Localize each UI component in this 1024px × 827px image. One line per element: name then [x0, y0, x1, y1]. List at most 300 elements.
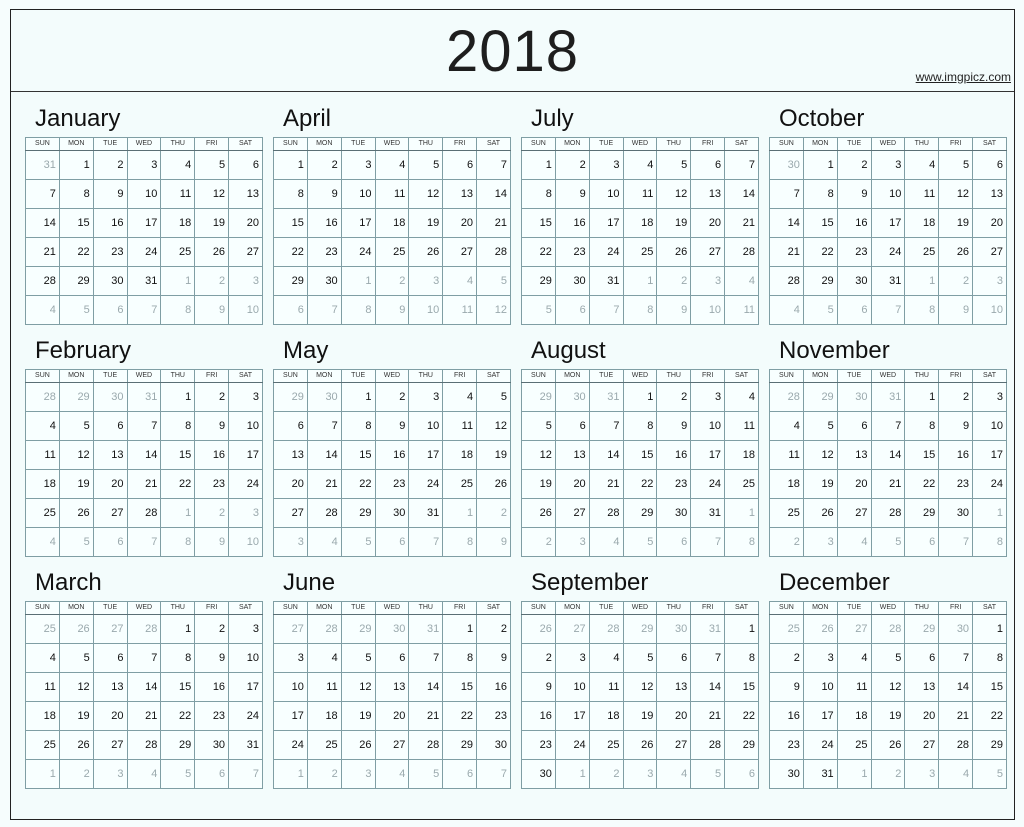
week-row: [274, 209, 511, 238]
day-cell: 28: [477, 238, 511, 267]
day-cell: 11: [770, 441, 804, 470]
adjacent-month-day-cell: 7: [127, 528, 161, 557]
adjacent-month-day-cell: 2: [939, 267, 973, 296]
adjacent-month-day-cell: 4: [443, 267, 477, 296]
day-cell: 11: [375, 180, 409, 209]
day-cell: 10: [341, 180, 375, 209]
day-cell: 23: [555, 238, 589, 267]
day-cell: 28: [589, 499, 623, 528]
day-cell: 13: [837, 441, 871, 470]
day-cell: 1: [161, 383, 195, 412]
month-name: June: [283, 569, 336, 596]
day-cell: 17: [229, 441, 263, 470]
adjacent-month-day-cell: 4: [26, 528, 60, 557]
adjacent-month-day-cell: 8: [443, 528, 477, 557]
day-cell: 26: [59, 731, 93, 760]
adjacent-month-day-cell: 28: [26, 383, 60, 412]
adjacent-month-day-cell: 4: [725, 267, 759, 296]
day-cell: 10: [973, 412, 1007, 441]
weekday-header: TUE: [93, 138, 127, 151]
weekday-header: WED: [871, 370, 905, 383]
day-cell: 9: [195, 412, 229, 441]
day-cell: 20: [93, 470, 127, 499]
day-cell: 16: [307, 209, 341, 238]
month-name: May: [283, 337, 329, 364]
adjacent-month-day-cell: 6: [375, 528, 409, 557]
day-cell: 22: [522, 238, 556, 267]
day-cell: 18: [725, 441, 759, 470]
day-cell: 30: [837, 267, 871, 296]
day-cell: 24: [409, 470, 443, 499]
adjacent-month-day-cell: 31: [127, 383, 161, 412]
day-cell: 2: [477, 615, 511, 644]
day-cell: 5: [803, 412, 837, 441]
adjacent-month-day-cell: 1: [341, 267, 375, 296]
day-cell: 15: [59, 209, 93, 238]
day-cell: 12: [623, 673, 657, 702]
day-cell: 12: [477, 412, 511, 441]
day-cell: 27: [93, 731, 127, 760]
adjacent-month-day-cell: 10: [229, 528, 263, 557]
adjacent-month-day-cell: 3: [973, 267, 1007, 296]
day-cell: 23: [522, 731, 556, 760]
day-cell: 3: [803, 644, 837, 673]
day-cell: 1: [973, 615, 1007, 644]
month-september: [521, 569, 759, 789]
day-cell: 5: [195, 151, 229, 180]
month-grid: [521, 369, 759, 557]
day-cell: 31: [589, 267, 623, 296]
weekday-header: WED: [375, 138, 409, 151]
adjacent-month-day-cell: 8: [725, 528, 759, 557]
day-cell: 21: [477, 209, 511, 238]
adjacent-month-day-cell: 26: [59, 615, 93, 644]
day-cell: 23: [477, 702, 511, 731]
day-cell: 17: [127, 209, 161, 238]
week-row: [26, 615, 263, 644]
adjacent-month-day-cell: 6: [555, 296, 589, 325]
week-row: [770, 209, 1007, 238]
day-cell: 27: [973, 238, 1007, 267]
month-april: [273, 105, 511, 325]
week-row: [26, 499, 263, 528]
day-cell: 17: [589, 209, 623, 238]
day-cell: 27: [657, 731, 691, 760]
adjacent-month-day-cell: 3: [623, 760, 657, 789]
week-row: [26, 412, 263, 441]
day-cell: 30: [555, 267, 589, 296]
weekday-header: SAT: [725, 370, 759, 383]
week-row: [770, 238, 1007, 267]
weekday-header: SUN: [274, 602, 308, 615]
day-cell: 19: [341, 702, 375, 731]
day-cell: 8: [623, 412, 657, 441]
adjacent-month-day-cell: 1: [973, 499, 1007, 528]
day-cell: 2: [939, 383, 973, 412]
day-cell: 11: [837, 673, 871, 702]
day-cell: 8: [59, 180, 93, 209]
adjacent-month-day-cell: 7: [477, 760, 511, 789]
adjacent-month-day-cell: 5: [477, 267, 511, 296]
weekday-header: SAT: [477, 138, 511, 151]
day-cell: 26: [939, 238, 973, 267]
day-cell: 2: [657, 383, 691, 412]
day-cell: 4: [905, 151, 939, 180]
adjacent-month-day-cell: 7: [939, 528, 973, 557]
day-cell: 15: [161, 441, 195, 470]
day-cell: 16: [657, 441, 691, 470]
day-cell: 3: [409, 383, 443, 412]
adjacent-month-day-cell: 6: [93, 528, 127, 557]
day-cell: 9: [307, 180, 341, 209]
day-cell: 16: [837, 209, 871, 238]
day-cell: 13: [691, 180, 725, 209]
day-cell: 7: [127, 644, 161, 673]
day-cell: 31: [229, 731, 263, 760]
weekday-header: MON: [803, 370, 837, 383]
day-cell: 23: [770, 731, 804, 760]
month-grid: [25, 601, 263, 789]
month-name: April: [283, 105, 332, 132]
day-cell: 3: [589, 151, 623, 180]
adjacent-month-day-cell: 1: [26, 760, 60, 789]
day-cell: 23: [93, 238, 127, 267]
weekday-header: WED: [871, 138, 905, 151]
adjacent-month-day-cell: 2: [770, 528, 804, 557]
month-name: September: [531, 569, 649, 596]
weekday-header: THU: [657, 370, 691, 383]
day-cell: 6: [274, 412, 308, 441]
month-february: [25, 337, 263, 557]
day-cell: 13: [93, 441, 127, 470]
day-cell: 10: [274, 673, 308, 702]
adjacent-month-day-cell: 27: [837, 615, 871, 644]
day-cell: 5: [59, 644, 93, 673]
adjacent-month-day-cell: 4: [375, 760, 409, 789]
day-cell: 5: [657, 151, 691, 180]
day-cell: 19: [477, 441, 511, 470]
week-row: [274, 412, 511, 441]
adjacent-month-day-cell: 1: [623, 267, 657, 296]
day-cell: 3: [127, 151, 161, 180]
day-cell: 9: [657, 412, 691, 441]
day-cell: 17: [341, 209, 375, 238]
month-name: August: [531, 337, 606, 364]
week-row: [522, 296, 759, 325]
day-cell: 7: [770, 180, 804, 209]
month-grid: [25, 369, 263, 557]
day-cell: 6: [555, 412, 589, 441]
week-row: [26, 441, 263, 470]
day-cell: 11: [725, 412, 759, 441]
day-cell: 19: [522, 470, 556, 499]
day-cell: 3: [341, 151, 375, 180]
adjacent-month-day-cell: 7: [409, 528, 443, 557]
day-cell: 21: [127, 470, 161, 499]
day-cell: 15: [623, 441, 657, 470]
adjacent-month-day-cell: 7: [691, 528, 725, 557]
week-row: [274, 470, 511, 499]
adjacent-month-day-cell: 8: [973, 528, 1007, 557]
day-cell: 19: [939, 209, 973, 238]
day-cell: 1: [725, 615, 759, 644]
day-cell: 22: [623, 470, 657, 499]
day-cell: 1: [274, 151, 308, 180]
week-row: [770, 470, 1007, 499]
day-cell: 29: [905, 499, 939, 528]
day-cell: 15: [274, 209, 308, 238]
adjacent-month-day-cell: 12: [477, 296, 511, 325]
week-row: [26, 296, 263, 325]
adjacent-month-day-cell: 9: [477, 528, 511, 557]
day-cell: 18: [161, 209, 195, 238]
weekday-header: TUE: [837, 602, 871, 615]
day-cell: 13: [657, 673, 691, 702]
weekday-header: MON: [555, 602, 589, 615]
weekday-header: MON: [59, 138, 93, 151]
adjacent-month-day-cell: 30: [307, 383, 341, 412]
adjacent-month-day-cell: 30: [657, 615, 691, 644]
day-cell: 30: [657, 499, 691, 528]
adjacent-month-day-cell: 28: [770, 383, 804, 412]
adjacent-month-day-cell: 27: [555, 615, 589, 644]
day-cell: 31: [127, 267, 161, 296]
day-cell: 26: [803, 499, 837, 528]
month-august: [521, 337, 759, 557]
weekday-header: FRI: [939, 370, 973, 383]
day-cell: 24: [973, 470, 1007, 499]
day-cell: 17: [691, 441, 725, 470]
adjacent-month-day-cell: 6: [195, 760, 229, 789]
day-cell: 16: [477, 673, 511, 702]
adjacent-month-day-cell: 5: [409, 760, 443, 789]
week-row: [26, 151, 263, 180]
day-cell: 22: [443, 702, 477, 731]
day-cell: 6: [837, 412, 871, 441]
day-cell: 9: [555, 180, 589, 209]
weekday-header: TUE: [341, 370, 375, 383]
day-cell: 19: [59, 470, 93, 499]
week-row: [522, 383, 759, 412]
day-cell: 23: [195, 702, 229, 731]
day-cell: 31: [409, 499, 443, 528]
day-cell: 6: [443, 151, 477, 180]
adjacent-month-day-cell: 3: [803, 528, 837, 557]
adjacent-month-day-cell: 5: [871, 528, 905, 557]
month-name: January: [35, 105, 121, 132]
day-cell: 14: [589, 441, 623, 470]
weekday-header: WED: [871, 602, 905, 615]
day-cell: 12: [657, 180, 691, 209]
day-cell: 7: [26, 180, 60, 209]
week-row: [770, 615, 1007, 644]
week-row: [770, 296, 1007, 325]
week-row: [770, 702, 1007, 731]
weekday-header: WED: [623, 602, 657, 615]
weekday-header: MON: [555, 138, 589, 151]
day-cell: 18: [375, 209, 409, 238]
week-row: [770, 267, 1007, 296]
weekday-header: WED: [623, 138, 657, 151]
day-cell: 16: [522, 702, 556, 731]
adjacent-month-day-cell: 4: [26, 296, 60, 325]
day-cell: 7: [127, 412, 161, 441]
day-cell: 21: [725, 209, 759, 238]
day-cell: 24: [555, 731, 589, 760]
weekday-header: WED: [127, 602, 161, 615]
day-cell: 22: [341, 470, 375, 499]
adjacent-month-day-cell: 31: [871, 383, 905, 412]
day-cell: 4: [725, 383, 759, 412]
adjacent-month-day-cell: 6: [725, 760, 759, 789]
week-row: [26, 470, 263, 499]
day-cell: 11: [905, 180, 939, 209]
adjacent-month-day-cell: 28: [307, 615, 341, 644]
day-cell: 12: [939, 180, 973, 209]
day-cell: 18: [770, 470, 804, 499]
adjacent-month-day-cell: 1: [443, 499, 477, 528]
day-cell: 14: [127, 673, 161, 702]
weekday-header: THU: [161, 370, 195, 383]
adjacent-month-day-cell: 8: [623, 296, 657, 325]
day-cell: 18: [26, 470, 60, 499]
week-row: [770, 673, 1007, 702]
day-cell: 29: [522, 267, 556, 296]
adjacent-month-day-cell: 30: [555, 383, 589, 412]
week-row: [770, 383, 1007, 412]
week-row: [26, 731, 263, 760]
day-cell: 1: [161, 615, 195, 644]
adjacent-month-day-cell: 31: [26, 151, 60, 180]
weekday-header: MON: [555, 370, 589, 383]
day-cell: 22: [905, 470, 939, 499]
day-cell: 13: [443, 180, 477, 209]
day-cell: 2: [307, 151, 341, 180]
day-cell: 4: [837, 644, 871, 673]
day-cell: 11: [623, 180, 657, 209]
day-cell: 6: [375, 644, 409, 673]
adjacent-month-day-cell: 5: [522, 296, 556, 325]
adjacent-month-day-cell: 10: [691, 296, 725, 325]
day-cell: 1: [59, 151, 93, 180]
day-cell: 25: [375, 238, 409, 267]
day-cell: 15: [803, 209, 837, 238]
day-cell: 21: [26, 238, 60, 267]
day-cell: 16: [195, 673, 229, 702]
adjacent-month-day-cell: 9: [939, 296, 973, 325]
week-row: [770, 644, 1007, 673]
day-cell: 8: [161, 412, 195, 441]
day-cell: 12: [59, 441, 93, 470]
weekday-header: MON: [59, 370, 93, 383]
day-cell: 13: [555, 441, 589, 470]
week-row: [26, 644, 263, 673]
day-cell: 9: [477, 644, 511, 673]
day-cell: 6: [93, 644, 127, 673]
adjacent-month-day-cell: 1: [161, 499, 195, 528]
day-cell: 7: [725, 151, 759, 180]
adjacent-month-day-cell: 6: [443, 760, 477, 789]
day-cell: 14: [871, 441, 905, 470]
day-cell: 15: [973, 673, 1007, 702]
adjacent-month-day-cell: 6: [93, 296, 127, 325]
adjacent-month-day-cell: 29: [274, 383, 308, 412]
day-cell: 28: [409, 731, 443, 760]
day-cell: 6: [229, 151, 263, 180]
day-cell: 29: [443, 731, 477, 760]
day-cell: 20: [375, 702, 409, 731]
day-cell: 18: [443, 441, 477, 470]
day-cell: 8: [341, 412, 375, 441]
adjacent-month-day-cell: 5: [623, 528, 657, 557]
month-october: [769, 105, 1007, 325]
day-cell: 28: [725, 238, 759, 267]
week-row: [274, 383, 511, 412]
day-cell: 4: [161, 151, 195, 180]
day-cell: 28: [127, 499, 161, 528]
day-cell: 28: [127, 731, 161, 760]
day-cell: 20: [229, 209, 263, 238]
day-cell: 25: [443, 470, 477, 499]
day-cell: 29: [161, 731, 195, 760]
adjacent-month-day-cell: 4: [589, 528, 623, 557]
weekday-header: MON: [803, 602, 837, 615]
day-cell: 31: [803, 760, 837, 789]
day-cell: 22: [973, 702, 1007, 731]
adjacent-month-day-cell: 4: [127, 760, 161, 789]
adjacent-month-day-cell: 7: [871, 296, 905, 325]
day-cell: 26: [477, 470, 511, 499]
adjacent-month-day-cell: 2: [195, 499, 229, 528]
day-cell: 30: [770, 760, 804, 789]
weekday-header: WED: [623, 370, 657, 383]
weekday-header: SAT: [973, 138, 1007, 151]
adjacent-month-day-cell: 28: [589, 615, 623, 644]
day-cell: 21: [871, 470, 905, 499]
weekday-header: SUN: [274, 370, 308, 383]
day-cell: 27: [375, 731, 409, 760]
weekday-header: THU: [905, 602, 939, 615]
watermark-text: www.imgpicz.com: [915, 70, 1011, 84]
day-cell: 30: [477, 731, 511, 760]
day-cell: 16: [93, 209, 127, 238]
day-cell: 26: [657, 238, 691, 267]
adjacent-month-day-cell: 1: [725, 499, 759, 528]
day-cell: 31: [691, 499, 725, 528]
day-cell: 7: [939, 644, 973, 673]
adjacent-month-day-cell: 7: [127, 296, 161, 325]
adjacent-month-day-cell: 29: [59, 383, 93, 412]
month-july: [521, 105, 759, 325]
adjacent-month-day-cell: 29: [905, 615, 939, 644]
weekday-header: TUE: [589, 602, 623, 615]
day-cell: 25: [26, 499, 60, 528]
weekday-header: TUE: [341, 138, 375, 151]
day-cell: 8: [161, 644, 195, 673]
adjacent-month-day-cell: 31: [409, 615, 443, 644]
day-cell: 14: [409, 673, 443, 702]
day-cell: 25: [161, 238, 195, 267]
adjacent-month-day-cell: 2: [195, 267, 229, 296]
weekday-header: TUE: [589, 370, 623, 383]
weekday-header: FRI: [195, 370, 229, 383]
day-cell: 16: [555, 209, 589, 238]
week-row: [770, 151, 1007, 180]
day-cell: 12: [871, 673, 905, 702]
calendar-frame: [10, 9, 1015, 820]
weekday-header: FRI: [443, 602, 477, 615]
day-cell: 13: [93, 673, 127, 702]
